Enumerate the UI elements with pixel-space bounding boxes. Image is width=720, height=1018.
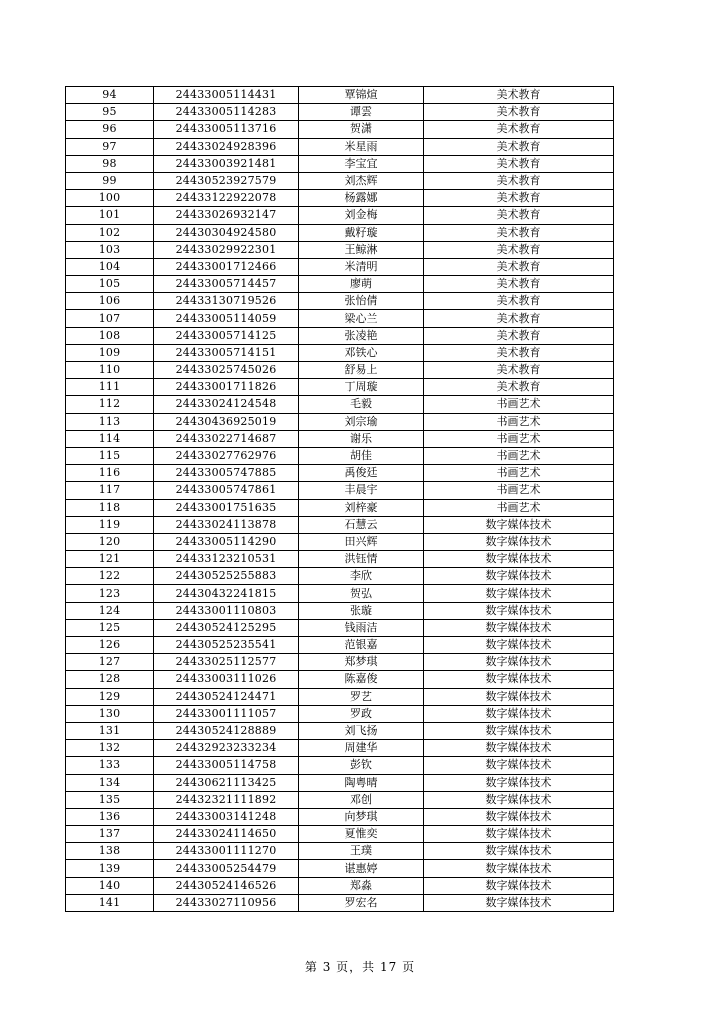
row-number-cell: 129 — [66, 688, 154, 705]
major-cell: 数字媒体技术 — [424, 808, 614, 825]
major-cell: 数字媒体技术 — [424, 688, 614, 705]
major-cell: 数字媒体技术 — [424, 791, 614, 808]
student-name-cell: 刘金梅 — [299, 207, 424, 224]
exam-id-cell: 24433001111057 — [154, 705, 299, 722]
table-row — [66, 258, 614, 275]
student-name-cell: 夏惟奕 — [299, 826, 424, 843]
row-number-cell: 122 — [66, 568, 154, 585]
table-row — [66, 843, 614, 860]
row-number-cell: 136 — [66, 808, 154, 825]
major-cell: 数字媒体技术 — [424, 877, 614, 894]
row-number-cell: 109 — [66, 344, 154, 361]
exam-id-cell: 24433122922078 — [154, 190, 299, 207]
exam-id-cell: 24433003111026 — [154, 671, 299, 688]
page-footer: 第 3 页，共 17 页 — [304, 960, 416, 974]
student-name-cell: 谢乐 — [299, 430, 424, 447]
major-cell: 数字媒体技术 — [424, 637, 614, 654]
table-row — [66, 276, 614, 293]
row-number-cell: 114 — [66, 430, 154, 447]
exam-id-cell: 24430523927579 — [154, 172, 299, 189]
major-cell: 美术教育 — [424, 172, 614, 189]
exam-id-cell: 24433005114059 — [154, 310, 299, 327]
student-name-cell: 郑淼 — [299, 877, 424, 894]
row-number-cell: 120 — [66, 533, 154, 550]
major-cell: 美术教育 — [424, 258, 614, 275]
student-name-cell: 刘宗瑜 — [299, 413, 424, 430]
major-cell: 数字媒体技术 — [424, 602, 614, 619]
student-name-cell: 禹俊廷 — [299, 465, 424, 482]
row-number-cell: 137 — [66, 826, 154, 843]
student-name-cell: 梁心兰 — [299, 310, 424, 327]
exam-id-cell: 24433024114650 — [154, 826, 299, 843]
table-row — [66, 877, 614, 894]
table-row — [66, 207, 614, 224]
row-number-cell: 103 — [66, 241, 154, 258]
row-number-cell: 97 — [66, 138, 154, 155]
row-number-cell: 134 — [66, 774, 154, 791]
table-row — [66, 602, 614, 619]
exam-id-cell: 24433024113878 — [154, 516, 299, 533]
table-body — [66, 87, 614, 912]
major-cell: 数字媒体技术 — [424, 894, 614, 911]
exam-id-cell: 24433001712466 — [154, 258, 299, 275]
row-number-cell: 135 — [66, 791, 154, 808]
student-list-table — [65, 86, 614, 912]
major-cell: 数字媒体技术 — [424, 757, 614, 774]
major-cell: 数字媒体技术 — [424, 722, 614, 739]
table-row — [66, 740, 614, 757]
row-number-cell: 112 — [66, 396, 154, 413]
major-cell: 书画艺术 — [424, 482, 614, 499]
exam-id-cell: 24433005113716 — [154, 121, 299, 138]
row-number-cell: 106 — [66, 293, 154, 310]
exam-id-cell: 24430524124471 — [154, 688, 299, 705]
row-number-cell: 132 — [66, 740, 154, 757]
table-row — [66, 327, 614, 344]
major-cell: 数字媒体技术 — [424, 585, 614, 602]
exam-id-cell: 24430432241815 — [154, 585, 299, 602]
student-name-cell: 米星雨 — [299, 138, 424, 155]
major-cell: 数字媒体技术 — [424, 843, 614, 860]
row-number-cell: 124 — [66, 602, 154, 619]
exam-id-cell: 24432923233234 — [154, 740, 299, 757]
student-name-cell: 贺潇 — [299, 121, 424, 138]
table-row — [66, 190, 614, 207]
student-name-cell: 罗政 — [299, 705, 424, 722]
student-name-cell: 戴籽璇 — [299, 224, 424, 241]
major-cell: 书画艺术 — [424, 465, 614, 482]
student-name-cell: 廖萌 — [299, 276, 424, 293]
student-name-cell: 覃锦煊 — [299, 87, 424, 104]
table-row — [66, 413, 614, 430]
table-row — [66, 155, 614, 172]
row-number-cell: 98 — [66, 155, 154, 172]
table-row — [66, 104, 614, 121]
row-number-cell: 118 — [66, 499, 154, 516]
major-cell: 美术教育 — [424, 276, 614, 293]
student-name-cell: 郑梦琪 — [299, 654, 424, 671]
exam-id-cell: 24433024124548 — [154, 396, 299, 413]
exam-id-cell: 24430524125295 — [154, 619, 299, 636]
major-cell: 数字媒体技术 — [424, 654, 614, 671]
exam-id-cell: 24433005747861 — [154, 482, 299, 499]
row-number-cell: 123 — [66, 585, 154, 602]
table-row — [66, 585, 614, 602]
table-row — [66, 791, 614, 808]
major-cell: 数字媒体技术 — [424, 774, 614, 791]
row-number-cell: 133 — [66, 757, 154, 774]
table-row — [66, 808, 614, 825]
row-number-cell: 107 — [66, 310, 154, 327]
row-number-cell: 100 — [66, 190, 154, 207]
row-number-cell: 121 — [66, 551, 154, 568]
student-name-cell: 邓铁心 — [299, 344, 424, 361]
student-name-cell: 周建华 — [299, 740, 424, 757]
major-cell: 书画艺术 — [424, 413, 614, 430]
exam-id-cell: 24433005114290 — [154, 533, 299, 550]
major-cell: 美术教育 — [424, 104, 614, 121]
student-name-cell: 舒易上 — [299, 362, 424, 379]
student-name-cell: 谌惠婷 — [299, 860, 424, 877]
student-name-cell: 丰晨宇 — [299, 482, 424, 499]
table-row — [66, 757, 614, 774]
exam-id-cell: 24433003141248 — [154, 808, 299, 825]
student-name-cell: 陈嘉俊 — [299, 671, 424, 688]
row-number-cell: 117 — [66, 482, 154, 499]
exam-id-cell: 24433027762976 — [154, 447, 299, 464]
student-name-cell: 毛毅 — [299, 396, 424, 413]
table-row — [66, 568, 614, 585]
major-cell: 美术教育 — [424, 224, 614, 241]
table-row — [66, 671, 614, 688]
table-row — [66, 379, 614, 396]
student-name-cell: 罗艺 — [299, 688, 424, 705]
student-name-cell: 洪钰情 — [299, 551, 424, 568]
major-cell: 美术教育 — [424, 310, 614, 327]
student-name-cell: 向梦琪 — [299, 808, 424, 825]
exam-id-cell: 24433005714151 — [154, 344, 299, 361]
exam-id-cell: 24433005714457 — [154, 276, 299, 293]
exam-id-cell: 24433001111270 — [154, 843, 299, 860]
student-name-cell: 张璇 — [299, 602, 424, 619]
major-cell: 数字媒体技术 — [424, 705, 614, 722]
exam-id-cell: 24430525255883 — [154, 568, 299, 585]
row-number-cell: 95 — [66, 104, 154, 121]
row-number-cell: 101 — [66, 207, 154, 224]
student-name-cell: 李宝宜 — [299, 155, 424, 172]
student-name-cell: 王璞 — [299, 843, 424, 860]
major-cell: 书画艺术 — [424, 499, 614, 516]
major-cell: 美术教育 — [424, 87, 614, 104]
exam-id-cell: 24433005747885 — [154, 465, 299, 482]
exam-id-cell: 24433001751635 — [154, 499, 299, 516]
row-number-cell: 125 — [66, 619, 154, 636]
table-row — [66, 224, 614, 241]
major-cell: 美术教育 — [424, 155, 614, 172]
row-number-cell: 104 — [66, 258, 154, 275]
table-row — [66, 688, 614, 705]
row-number-cell: 127 — [66, 654, 154, 671]
table-row — [66, 87, 614, 104]
exam-id-cell: 24433005114758 — [154, 757, 299, 774]
major-cell: 美术教育 — [424, 327, 614, 344]
row-number-cell: 119 — [66, 516, 154, 533]
table-row — [66, 654, 614, 671]
table-row — [66, 465, 614, 482]
student-name-cell: 罗宏名 — [299, 894, 424, 911]
major-cell: 数字媒体技术 — [424, 568, 614, 585]
exam-id-cell: 24432321111892 — [154, 791, 299, 808]
exam-id-cell: 24433001110803 — [154, 602, 299, 619]
student-name-cell: 刘杰辉 — [299, 172, 424, 189]
row-number-cell: 139 — [66, 860, 154, 877]
major-cell: 数字媒体技术 — [424, 516, 614, 533]
major-cell: 美术教育 — [424, 207, 614, 224]
table-row — [66, 637, 614, 654]
major-cell: 美术教育 — [424, 190, 614, 207]
table-row — [66, 551, 614, 568]
major-cell: 美术教育 — [424, 379, 614, 396]
row-number-cell: 105 — [66, 276, 154, 293]
table-row — [66, 705, 614, 722]
major-cell: 数字媒体技术 — [424, 860, 614, 877]
row-number-cell: 116 — [66, 465, 154, 482]
major-cell: 美术教育 — [424, 241, 614, 258]
table-row — [66, 138, 614, 155]
major-cell: 美术教育 — [424, 138, 614, 155]
exam-id-cell: 24433025112577 — [154, 654, 299, 671]
table-row — [66, 310, 614, 327]
major-cell: 美术教育 — [424, 293, 614, 310]
table-row — [66, 516, 614, 533]
table-row — [66, 121, 614, 138]
student-name-cell: 陶粤晴 — [299, 774, 424, 791]
table-row — [66, 344, 614, 361]
table-row — [66, 722, 614, 739]
student-name-cell: 范银嘉 — [299, 637, 424, 654]
exam-id-cell: 24433029922301 — [154, 241, 299, 258]
row-number-cell: 102 — [66, 224, 154, 241]
row-number-cell: 138 — [66, 843, 154, 860]
row-number-cell: 115 — [66, 447, 154, 464]
row-number-cell: 96 — [66, 121, 154, 138]
table-row — [66, 533, 614, 550]
row-number-cell: 128 — [66, 671, 154, 688]
major-cell: 数字媒体技术 — [424, 671, 614, 688]
row-number-cell: 131 — [66, 722, 154, 739]
exam-id-cell: 24433024928396 — [154, 138, 299, 155]
exam-id-cell: 24433123210531 — [154, 551, 299, 568]
exam-id-cell: 24433130719526 — [154, 293, 299, 310]
exam-id-cell: 24433005114431 — [154, 87, 299, 104]
table-row — [66, 860, 614, 877]
major-cell: 书画艺术 — [424, 430, 614, 447]
student-name-cell: 刘飞扬 — [299, 722, 424, 739]
table-row — [66, 894, 614, 911]
exam-id-cell: 24433025745026 — [154, 362, 299, 379]
exam-id-cell: 24433005254479 — [154, 860, 299, 877]
major-cell: 数字媒体技术 — [424, 551, 614, 568]
row-number-cell: 94 — [66, 87, 154, 104]
exam-id-cell: 24433005714125 — [154, 327, 299, 344]
table-row — [66, 293, 614, 310]
major-cell: 数字媒体技术 — [424, 619, 614, 636]
table-row — [66, 172, 614, 189]
table-row — [66, 241, 614, 258]
student-name-cell: 石慧云 — [299, 516, 424, 533]
table-row — [66, 447, 614, 464]
student-name-cell: 张怡倩 — [299, 293, 424, 310]
student-name-cell: 米清明 — [299, 258, 424, 275]
row-number-cell: 113 — [66, 413, 154, 430]
row-number-cell: 141 — [66, 894, 154, 911]
table-row — [66, 619, 614, 636]
table-row — [66, 774, 614, 791]
table-row — [66, 430, 614, 447]
student-name-cell: 胡佳 — [299, 447, 424, 464]
exam-id-cell: 24430436925019 — [154, 413, 299, 430]
exam-id-cell: 24433022714687 — [154, 430, 299, 447]
exam-id-cell: 24433026932147 — [154, 207, 299, 224]
student-name-cell: 钱雨洁 — [299, 619, 424, 636]
student-name-cell: 李欣 — [299, 568, 424, 585]
exam-id-cell: 24430525235541 — [154, 637, 299, 654]
row-number-cell: 130 — [66, 705, 154, 722]
major-cell: 美术教育 — [424, 344, 614, 361]
student-name-cell: 刘梓豪 — [299, 499, 424, 516]
student-name-cell: 田兴辉 — [299, 533, 424, 550]
exam-id-cell: 24433001711826 — [154, 379, 299, 396]
row-number-cell: 126 — [66, 637, 154, 654]
table-row — [66, 826, 614, 843]
major-cell: 美术教育 — [424, 362, 614, 379]
major-cell: 数字媒体技术 — [424, 740, 614, 757]
student-name-cell: 张凌艳 — [299, 327, 424, 344]
exam-id-cell: 24433027110956 — [154, 894, 299, 911]
row-number-cell: 140 — [66, 877, 154, 894]
student-name-cell: 丁周璇 — [299, 379, 424, 396]
row-number-cell: 110 — [66, 362, 154, 379]
student-name-cell: 王鲸淋 — [299, 241, 424, 258]
student-name-cell: 彭钦 — [299, 757, 424, 774]
exam-id-cell: 24430621113425 — [154, 774, 299, 791]
row-number-cell: 108 — [66, 327, 154, 344]
major-cell: 美术教育 — [424, 121, 614, 138]
row-number-cell: 111 — [66, 379, 154, 396]
major-cell: 数字媒体技术 — [424, 826, 614, 843]
student-name-cell: 贺弘 — [299, 585, 424, 602]
exam-id-cell: 24433003921481 — [154, 155, 299, 172]
student-name-cell: 邓创 — [299, 791, 424, 808]
exam-id-cell: 24430524128889 — [154, 722, 299, 739]
major-cell: 书画艺术 — [424, 447, 614, 464]
major-cell: 数字媒体技术 — [424, 533, 614, 550]
row-number-cell: 99 — [66, 172, 154, 189]
table-row — [66, 482, 614, 499]
table-row — [66, 362, 614, 379]
exam-id-cell: 24430304924580 — [154, 224, 299, 241]
major-cell: 书画艺术 — [424, 396, 614, 413]
student-name-cell: 谭雲 — [299, 104, 424, 121]
student-name-cell: 杨露娜 — [299, 190, 424, 207]
table-row — [66, 499, 614, 516]
exam-id-cell: 24430524146526 — [154, 877, 299, 894]
table-row — [66, 396, 614, 413]
exam-id-cell: 24433005114283 — [154, 104, 299, 121]
